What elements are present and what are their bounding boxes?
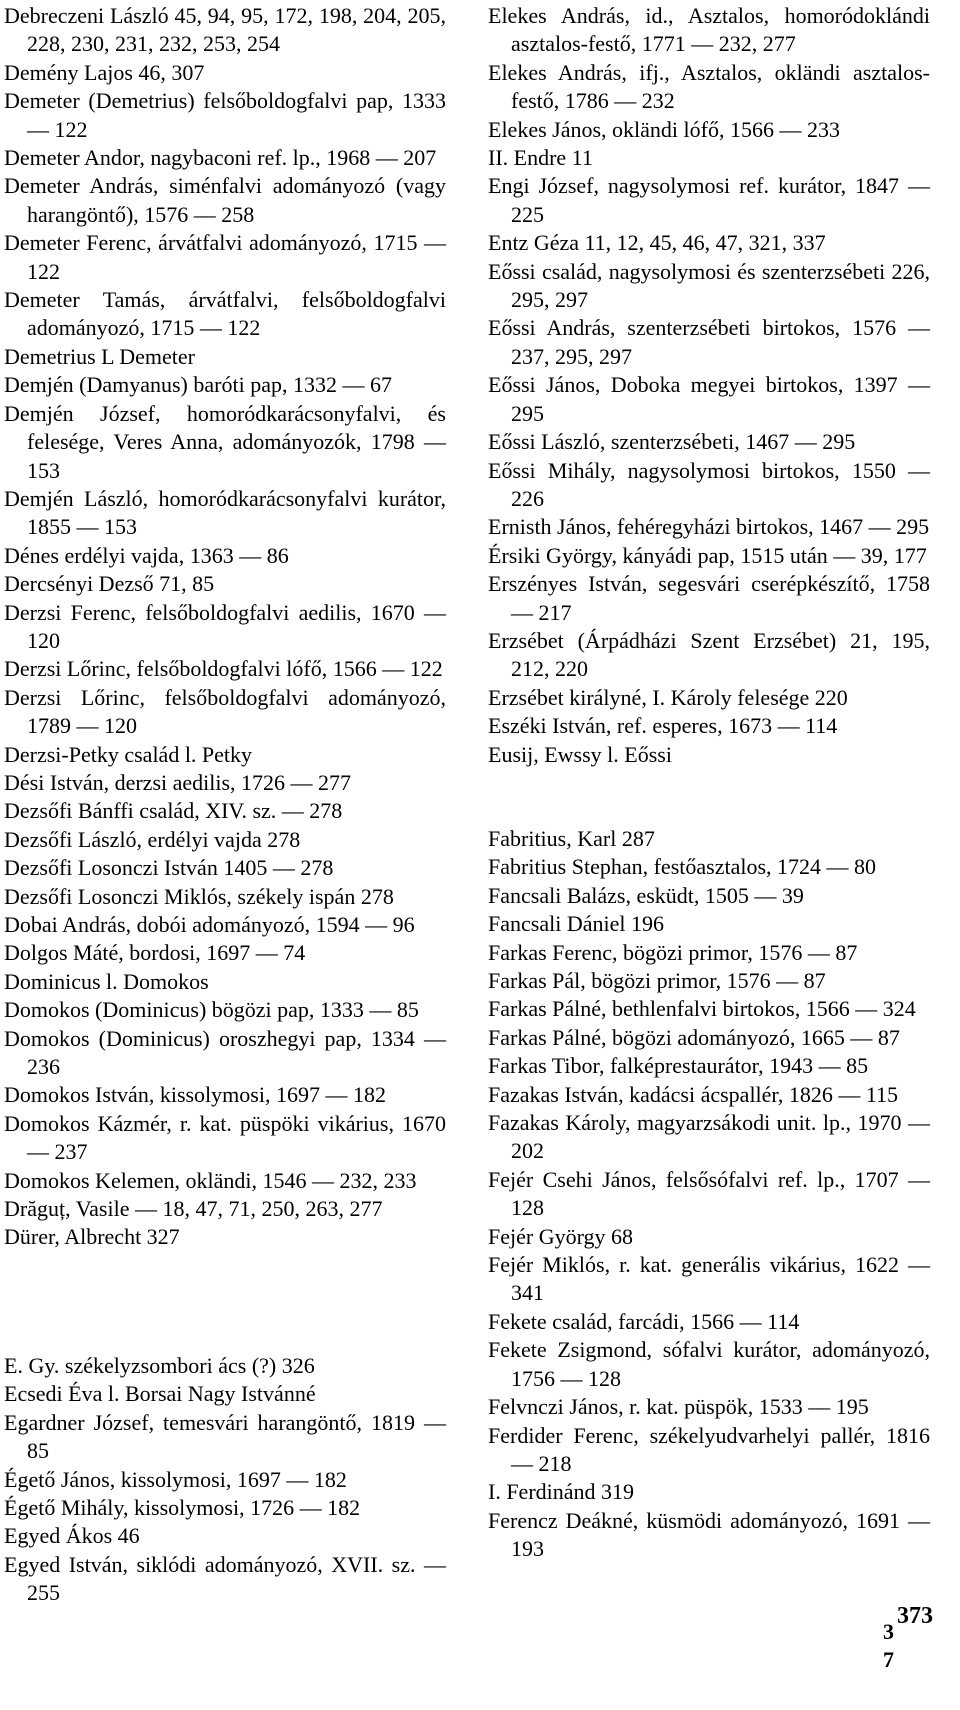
- side-digit: 3: [883, 1619, 894, 1644]
- index-entry: Demény Lajos 46, 307: [4, 59, 205, 85]
- index-entry: Eusij, Ewssy l. Eőssi: [488, 741, 672, 767]
- index-entry: Dezsőfi Losonczi Miklós, székely ispán 278: [4, 883, 394, 909]
- index-entry: Fabritius Stephan, festőasztalos, 1724 — 80: [488, 854, 877, 880]
- left-column: [4, 2, 446, 1608]
- index-entry: Eszéki István, ref. esperes, 1673 — 114: [488, 713, 838, 739]
- index-entry: Ferencz Deákné, küsmödi adományozó, 1691 — 193: [488, 1507, 930, 1562]
- index-entry: Dezsőfi Bánffi család, XIV. sz. — 278: [4, 798, 343, 824]
- index-entry: Erzsébet (Árpádházi Szent Erzsébet) 21, 195, 212, 220: [488, 627, 930, 682]
- index-entry: Égető Mihály, kissolymosi, 1726 — 182: [4, 1494, 361, 1520]
- index-entry: Fancsali Dániel 196: [488, 911, 664, 937]
- index-entry: Elekes András, id., Asztalos, homoródoklándi asztalos-festő, 1771 — 232, 277: [488, 3, 930, 57]
- index-entry: Domokos (Dominicus) bögözi pap, 1333 — 85: [4, 997, 419, 1023]
- index-section-e: [4, 1352, 446, 1608]
- index-entry: Erzsébet királyné, I. Károly felesége 220: [488, 684, 848, 710]
- index-entry: Egyed Ákos 46: [4, 1523, 140, 1549]
- index-entry: Entz Géza 11, 12, 45, 46, 47, 321, 337: [488, 230, 826, 256]
- index-entry: Demeter Tamás, árvátfalvi, felsőboldogfalvi adományozó, 1715 — 122: [4, 287, 446, 341]
- index-entry: Fejér Miklós, r. kat. generális vikárius, 1622 — 341: [488, 1252, 930, 1306]
- index-entry: Egyed István, siklódi adományozó, XVII. sz. — 255: [4, 1551, 446, 1606]
- index-entry: Domokos István, kissolymosi, 1697 — 182: [4, 1082, 386, 1108]
- side-digits: [883, 1618, 894, 1674]
- index-entry: Domokos Kázmér, r. kat. püspöki vikárius, 1670 — 237: [4, 1110, 446, 1165]
- index-entry: Dolgos Máté, bordosi, 1697 — 74: [4, 940, 306, 966]
- index-entry: Demetrius L Demeter: [4, 343, 195, 369]
- index-entry: Farkas Ferenc, bögözi primor, 1576 — 87: [488, 939, 858, 965]
- index-entry: Dezsőfi Losonczi István 1405 — 278: [4, 855, 334, 881]
- index-entry: Demeter (Demetrius) felsőboldogfalvi pap, 1333 — 122: [4, 88, 446, 142]
- index-entry: I. Ferdinánd 319: [488, 1479, 635, 1505]
- index-entry: Dezsőfi László, erdélyi vajda 278: [4, 826, 301, 852]
- index-section-d: [4, 2, 446, 1252]
- index-entry: Demjén László, homoródkarácsonyfalvi kurátor, 1855 — 153: [4, 485, 446, 540]
- index-section-f: [488, 825, 930, 1564]
- page-number: 373: [897, 1603, 933, 1629]
- index-entry: Dürer, Albrecht 327: [4, 1224, 180, 1250]
- index-entry: Derzsi Ferenc, felsőboldogfalvi aedilis, 1670 — 120: [4, 599, 446, 653]
- index-entry: Eőssi András, szenterzsébeti birtokos, 1576 — 237, 295, 297: [488, 315, 930, 369]
- index-entry: Erszényes István, segesvári cserépkészítő, 1758 — 217: [488, 571, 930, 625]
- index-entry: II. Endre 11: [488, 145, 593, 171]
- index-entry: Demeter Andor, nagybaconi ref. lp., 1968 — 207: [4, 145, 437, 171]
- index-entry: Égető János, kissolymosi, 1697 — 182: [4, 1466, 347, 1492]
- index-entry: Ernisth János, fehéregyházi birtokos, 1467 — 295: [488, 514, 930, 540]
- index-entry: Fekete Zsigmond, sófalvi kurátor, adományozó, 1756 — 128: [488, 1337, 930, 1391]
- index-entry: Domokos (Dominicus) oroszhegyi pap, 1334 — 236: [4, 1025, 446, 1080]
- index-entry: Ecsedi Éva l. Borsai Nagy Istvánné: [4, 1381, 316, 1407]
- index-entry: Demjén (Damyanus) baróti pap, 1332 — 67: [4, 372, 392, 398]
- index-entry: Felvnczi János, r. kat. püspök, 1533 — 195: [488, 1394, 869, 1420]
- side-digit: 7: [883, 1647, 894, 1672]
- index-entry: Farkas Pál, bögözi primor, 1576 — 87: [488, 968, 826, 993]
- index-entry: Érsiki György, kányádi pap, 1515 után — 39, 177: [488, 542, 927, 568]
- index-entry: Egardner József, temesvári harangöntő, 1819 — 85: [4, 1409, 446, 1464]
- index-entry: Farkas Pálné, bögözi adományozó, 1665 — 87: [488, 1024, 900, 1050]
- section-gap: [488, 769, 930, 825]
- index-entry: Debreczeni László 45, 94, 95, 172, 198, 204, 205, 228, 230, 231, 232, 253, 254: [4, 3, 446, 57]
- index-entry: Dobai András, dobói adományozó, 1594 — 96: [4, 912, 415, 937]
- index-entry: Dominicus l. Domokos: [4, 968, 209, 994]
- index-entry: Fancsali Balázs, esküdt, 1505 — 39: [488, 882, 804, 908]
- index-entry: Fazakas Károly, magyarzsákodi unit. lp., 1970 — 202: [488, 1110, 930, 1164]
- index-entry: Elekes János, okländi lófő, 1566 — 233: [488, 116, 840, 142]
- index-entry: Eőssi család, nagysolymosi és szenterzsébeti 226, 295, 297: [488, 258, 930, 313]
- index-entry: Fazakas István, kadácsi ácspallér, 1826 — 115: [488, 1081, 899, 1107]
- index-entry: Eőssi János, Doboka megyei birtokos, 1397 — 295: [488, 372, 930, 426]
- index-entry: Dési István, derzsi aedilis, 1726 — 277: [4, 769, 352, 795]
- index-entry: Eőssi Mihály, nagysolymosi birtokos, 1550 — 226: [488, 457, 930, 511]
- index-entry: Dercsényi Dezső 71, 85: [4, 571, 215, 597]
- index-entry: Fabritius, Karl 287: [488, 825, 655, 851]
- index-entry: Demeter Ferenc, árvátfalvi adományozó, 1715 — 122: [4, 230, 446, 284]
- index-entry: Engi József, nagysolymosi ref. kurátor, 1847 — 225: [488, 173, 930, 227]
- right-column: [488, 2, 930, 1564]
- index-entry: Farkas Tibor, falképrestaurátor, 1943 — 85: [488, 1053, 869, 1079]
- index-entry: Farkas Pálné, bethlenfalvi birtokos, 1566 — 324: [488, 996, 916, 1022]
- index-entry: Ferdider Ferenc, székelyudvarhelyi pallér, 1816 — 218: [488, 1422, 930, 1476]
- index-entry: Elekes András, ifj., Asztalos, okländi asztalos-festő, 1786 — 232: [488, 59, 930, 114]
- index-entry: Dénes erdélyi vajda, 1363 — 86: [4, 542, 289, 568]
- index-entry: Fejér György 68: [488, 1223, 634, 1249]
- index-entry: E. Gy. székelyzsombori ács (?) 326: [4, 1352, 315, 1378]
- index-entry: Derzsi-Petky család l. Petky: [4, 741, 253, 767]
- index-entry: Derzsi Lőrinc, felsőboldogfalvi lófő, 1566 — 122: [4, 656, 443, 682]
- index-section-e-continued: [488, 2, 930, 769]
- index-entry: Demjén József, homoródkarácsonyfalvi, és felesége, Veres Anna, adományozók, 1798 — 153: [4, 400, 446, 483]
- index-entry: Fekete család, farcádi, 1566 — 114: [488, 1308, 800, 1334]
- index-entry: Demeter András, siménfalvi adományozó (vagy harangöntő), 1576 — 258: [4, 173, 446, 227]
- index-entry: Derzsi Lőrinc, felsőboldogfalvi adományozó, 1789 — 120: [4, 684, 446, 739]
- index-entry: Fejér Csehi János, felsősófalvi ref. lp., 1707 — 128: [488, 1166, 930, 1221]
- index-entry: Domokos Kelemen, okländi, 1546 — 232, 233: [4, 1167, 417, 1193]
- index-entry: Drăguț, Vasile — 18, 47, 71, 250, 263, 277: [4, 1196, 383, 1222]
- section-gap: [4, 1252, 446, 1352]
- index-entry: Eőssi László, szenterzsébeti, 1467 — 295: [488, 429, 856, 455]
